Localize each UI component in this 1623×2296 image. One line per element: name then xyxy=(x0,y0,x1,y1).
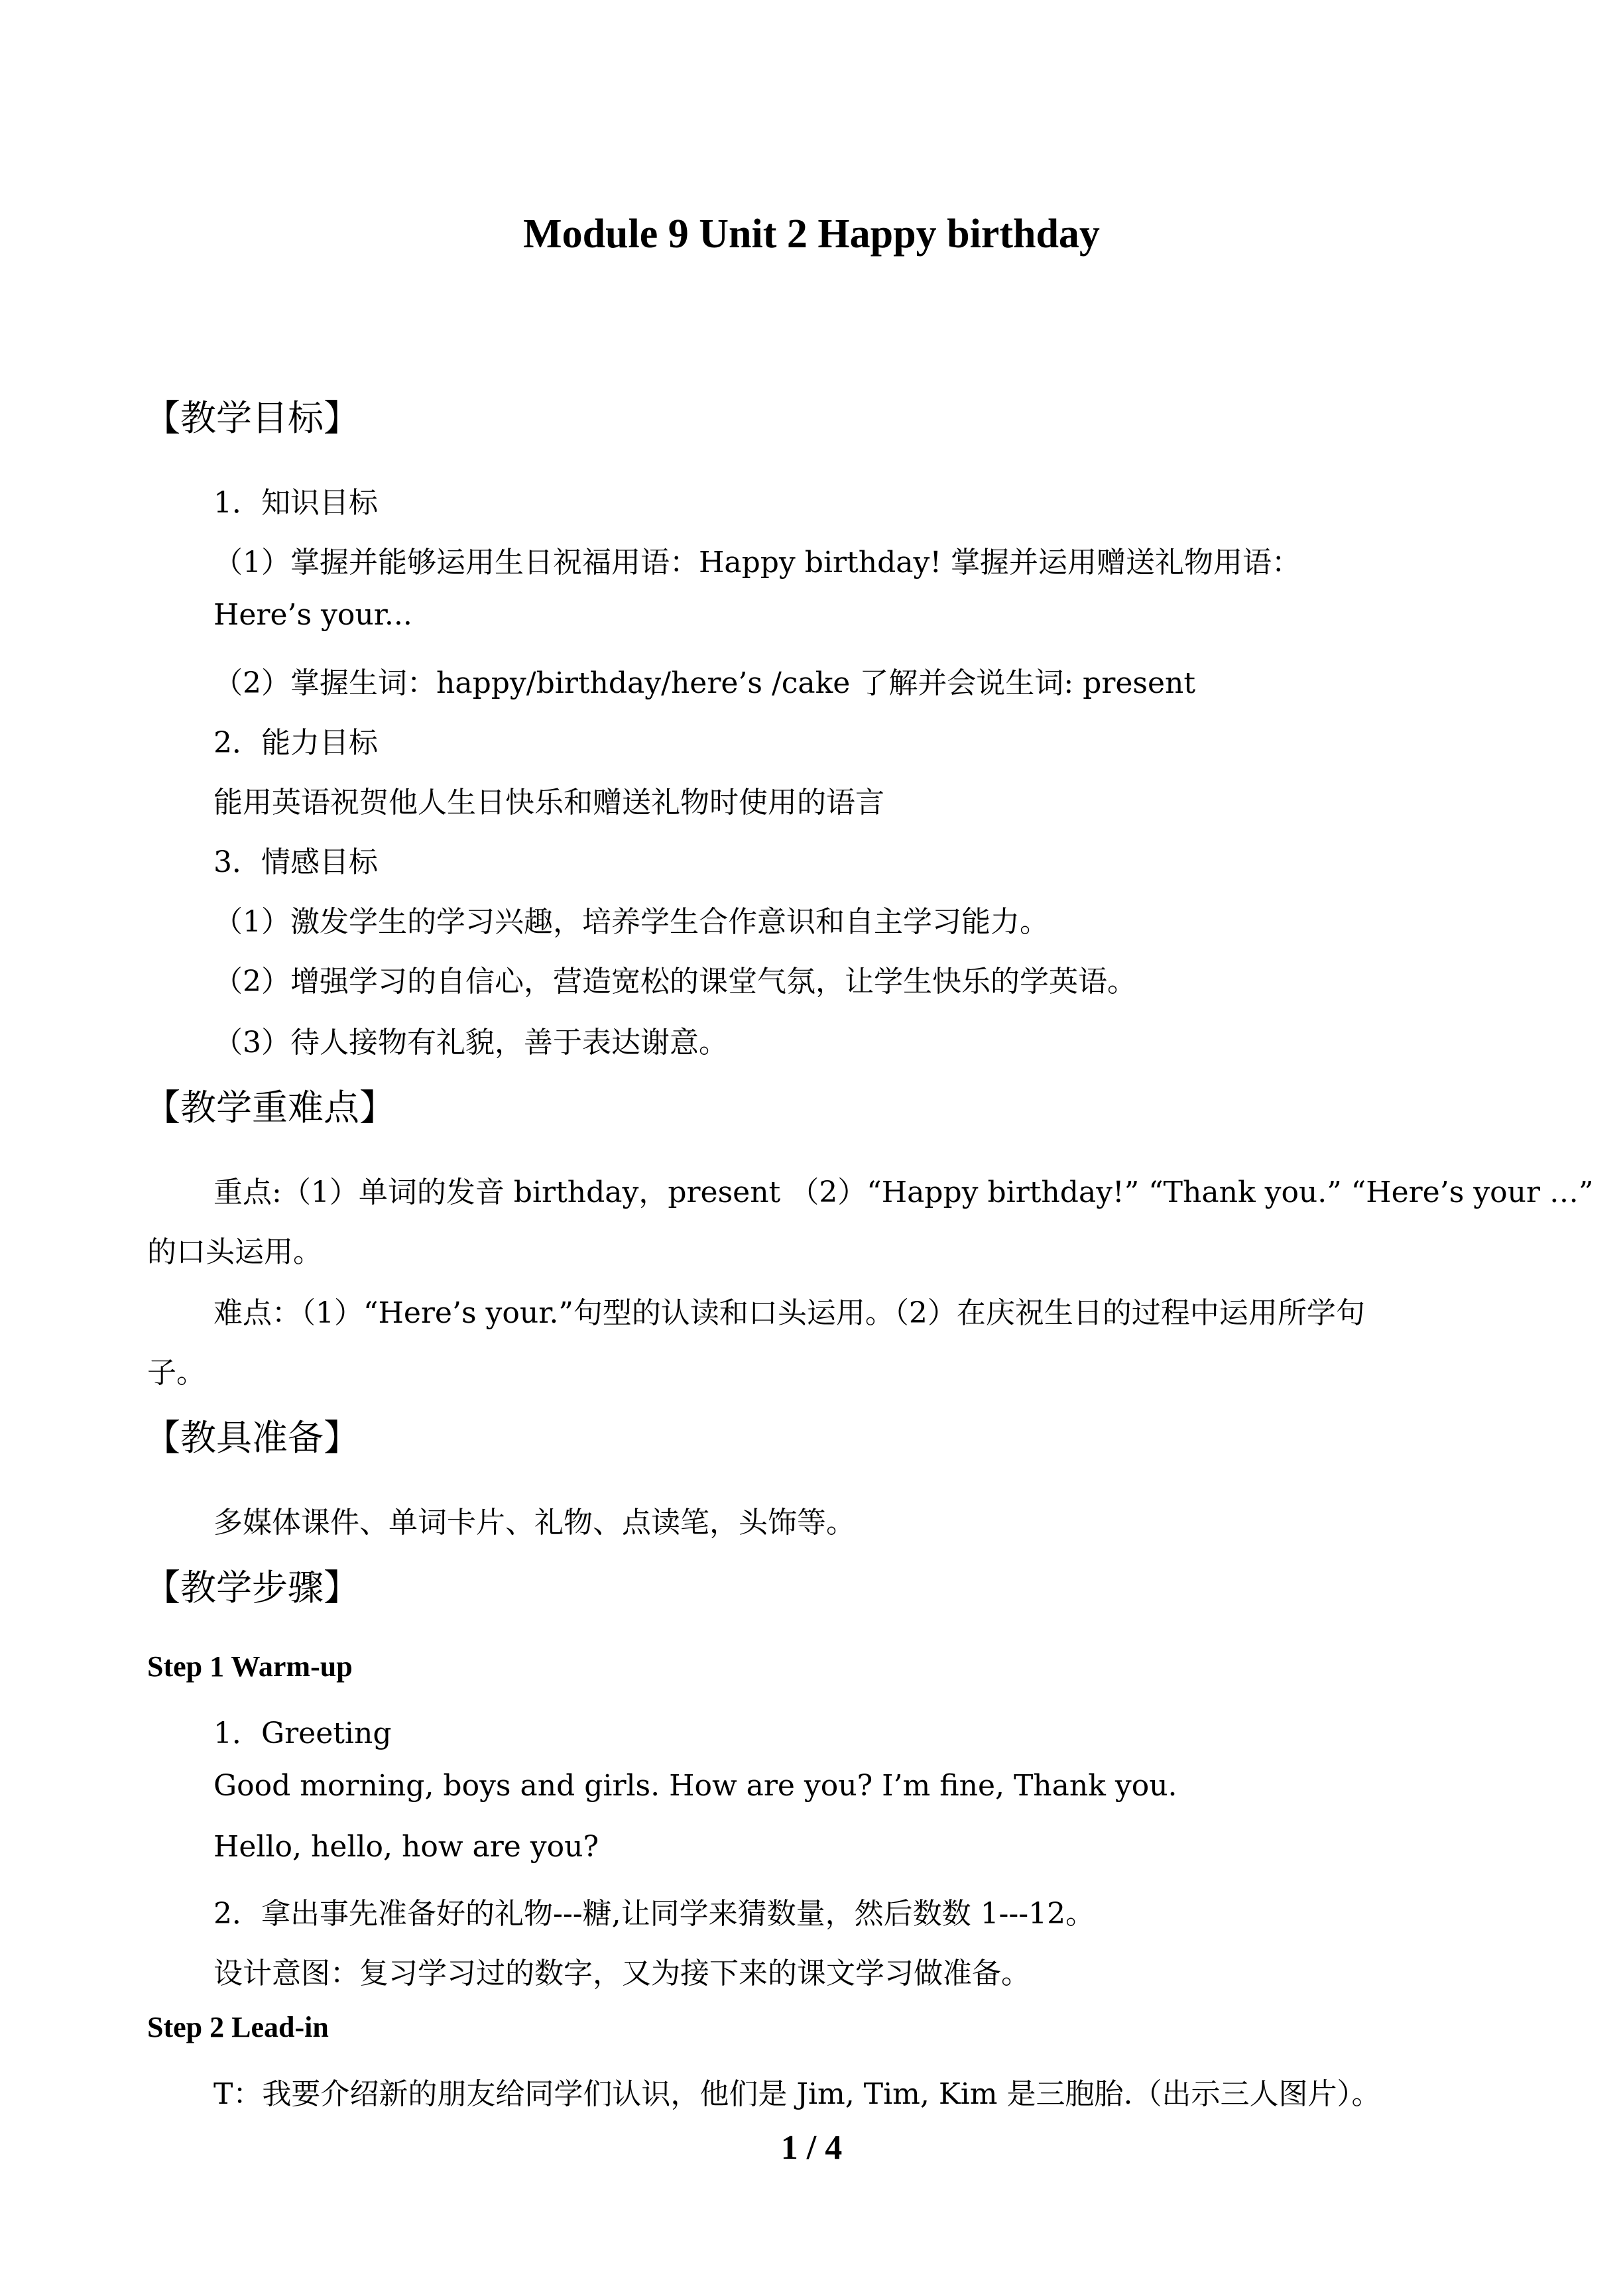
ability-goal-label: 2．能力目标 xyxy=(213,726,378,760)
step-2-line-1: T：我要介绍新的朋友给同学们认识，他们是 Jim, Tim, Kim 是三胞胎.（出示三人图片）。 xyxy=(213,2077,1381,2111)
knowledge-item-1-line-2: Here’s your... xyxy=(213,598,412,632)
knowledge-goal-label: 1．知识目标 xyxy=(213,486,378,520)
step-1-item-2: 2．拿出事先准备好的礼物---糖,让同学来猜数量，然后数数 1---12。 xyxy=(213,1897,1095,1931)
materials-text: 多媒体课件、单词卡片、礼物、点读笔，头饰等。 xyxy=(213,1506,855,1540)
step-1-design-intent: 设计意图：复习学习过的数字，又为接下来的课文学习做准备。 xyxy=(213,1957,1030,1990)
section-heading-steps: 【教学步骤】 xyxy=(145,1567,359,1608)
step-1-item-1: 1．Greeting xyxy=(213,1717,392,1750)
knowledge-item-1-line-1: （1）掌握并能够运用生日祝福用语：Happy birthday! 掌握并运用赠送礼物用语： xyxy=(213,546,1301,579)
difficulty-line-1: 难点：（1）“Here’s your.”句型的认读和口头运用。（2）在庆祝生日的过程中运用所学句 xyxy=(213,1296,1365,1330)
emotion-item-3: （3）待人接物有礼貌，善于表达谢意。 xyxy=(213,1026,728,1059)
knowledge-item-2: （2）掌握生词：happy/birthday/here’s /cake 了解并会说生词: present xyxy=(213,666,1196,700)
difficulty-line-2: 子。 xyxy=(147,1356,206,1390)
step-1-title: Step 1 Warm-up xyxy=(147,1650,353,1683)
section-heading-objectives: 【教学目标】 xyxy=(145,397,359,439)
focus-line-2: 的口头运用。 xyxy=(147,1235,322,1269)
document-title: Module 9 Unit 2 Happy birthday xyxy=(523,211,1100,257)
section-heading-materials: 【教具准备】 xyxy=(145,1417,359,1459)
ability-goal-text: 能用英语祝贺他人生日快乐和赠送礼物时使用的语言 xyxy=(213,786,884,819)
step-1-greeting-line-2: Hello, hello, how are you? xyxy=(213,1830,599,1864)
page-number: 1 / 4 xyxy=(780,2129,843,2167)
emotion-item-1: （1）激发学生的学习兴趣，培养学生合作意识和自主学习能力。 xyxy=(213,905,1049,939)
focus-line-1: 重点:（1）单词的发音 birthday，present （2）“Happy birthday!” “Thank you.” “Here’s your …” xyxy=(213,1176,1594,1209)
section-heading-key-points: 【教学重难点】 xyxy=(145,1087,395,1128)
emotion-goal-label: 3．情感目标 xyxy=(213,845,378,879)
step-1-greeting-line-1: Good morning, boys and girls. How are you? I’m fine, Thank you. xyxy=(213,1769,1177,1803)
emotion-item-2: （2）增强学习的自信心，营造宽松的课堂气氛，让学生快乐的学英语。 xyxy=(213,965,1136,998)
step-2-title: Step 2 Lead-in xyxy=(147,2011,329,2043)
